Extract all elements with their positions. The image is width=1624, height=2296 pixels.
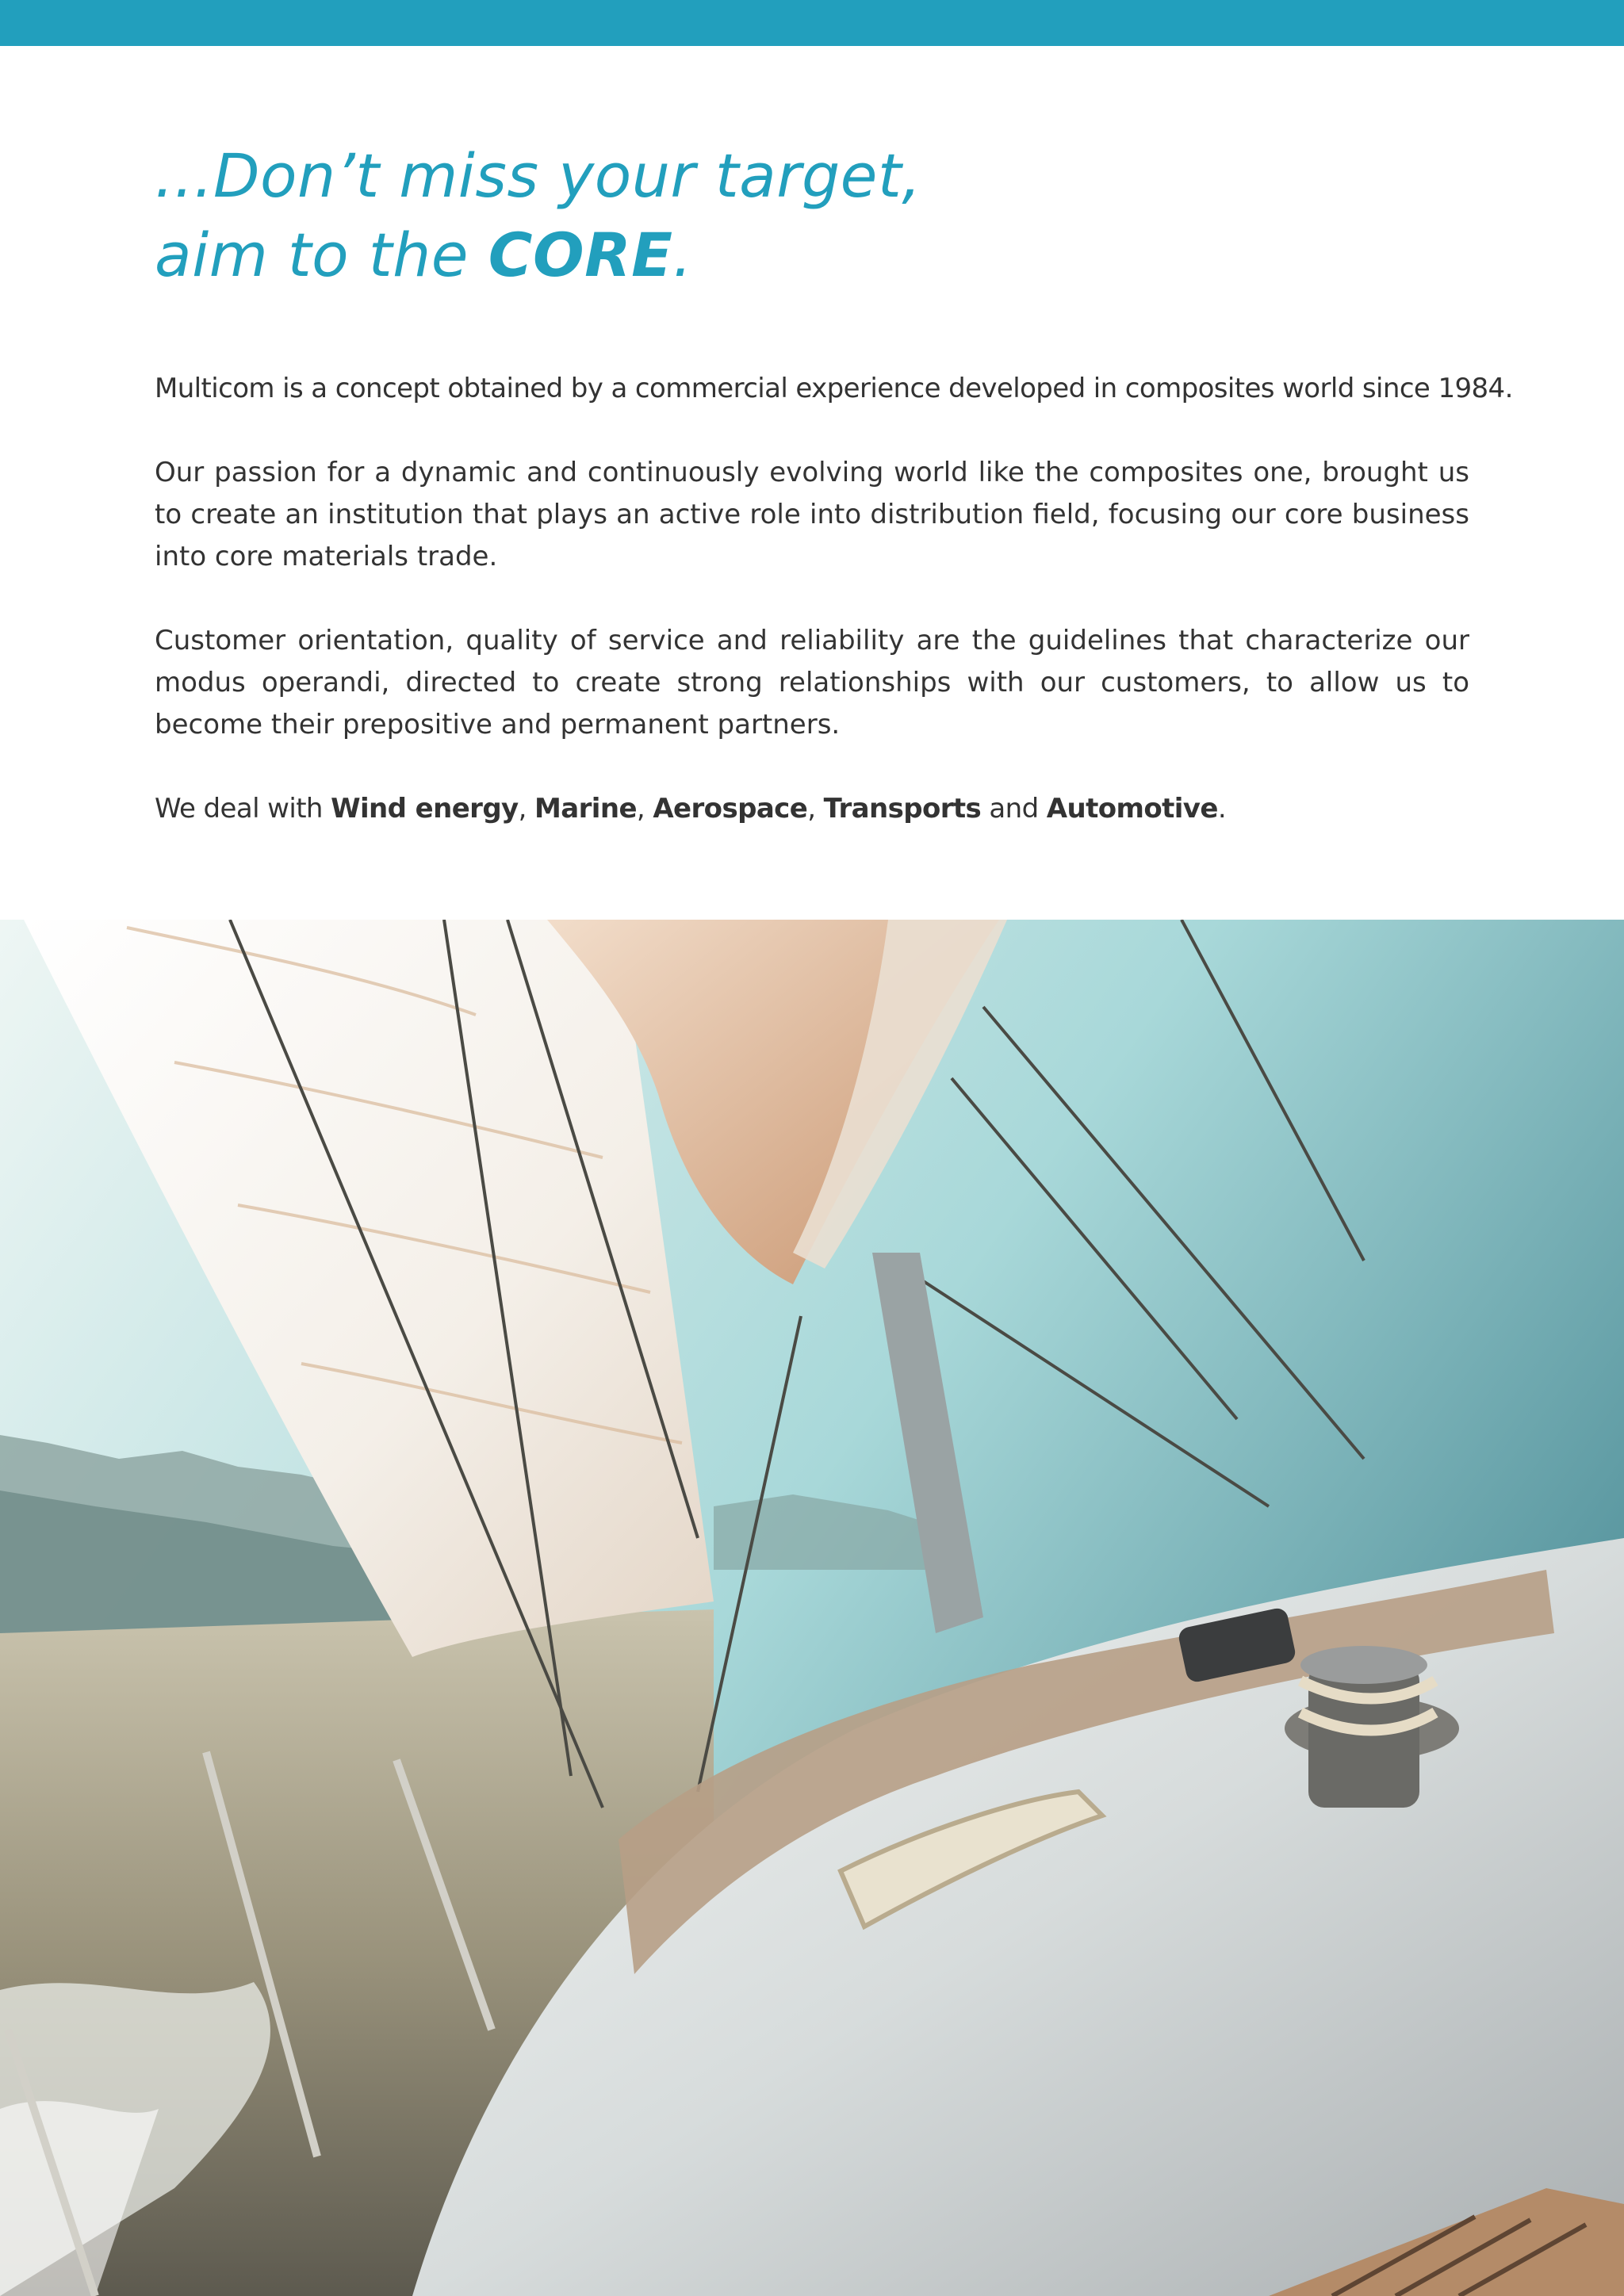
- sectors-separator: ,: [518, 793, 535, 825]
- sector-transports: Transports: [823, 793, 982, 825]
- sector-aerospace: Aerospace: [653, 793, 808, 825]
- sectors-end: .: [1217, 793, 1227, 825]
- sailboat-photo: [0, 920, 1624, 2296]
- paragraph-intro: Multicom is a concept obtained by a commercial experience developed in composites world since 1984.: [155, 373, 1513, 404]
- headline-line-2-suffix: .: [672, 220, 693, 290]
- sectors-and: and: [981, 793, 1047, 825]
- sailboat-illustration: [0, 920, 1624, 2296]
- sectors-prefix: We deal with: [155, 793, 331, 825]
- sector-wind-energy: Wind energy: [331, 793, 519, 825]
- sector-marine: Marine: [534, 793, 637, 825]
- sectors-separator: ,: [807, 793, 824, 825]
- headline-line-2-prefix: aim to the: [155, 220, 488, 290]
- top-accent-bar: [0, 0, 1624, 46]
- headline-line-2: [155, 216, 1265, 295]
- paragraph-passion: Our passion for a dynamic and continuously evolving world like the composites one, brought us to create an institution that plays an active role into distribution field, focusing our core business into core materials trade.: [155, 457, 1469, 572]
- headline-core-word: CORE: [488, 220, 673, 290]
- sectors-separator: ,: [636, 793, 653, 825]
- headline: [155, 136, 1265, 295]
- paragraph-sectors: [155, 788, 1469, 830]
- headline-line-1: ...Don’t miss your target,: [155, 140, 921, 211]
- paragraph-customer-orientation: Customer orientation, quality of service and reliability are the guidelines that characterize our modus operandi, directed to create strong relationships with our customers, to allow us to become their prepositive and permanent partners.: [155, 625, 1469, 740]
- sector-automotive: Automotive: [1046, 793, 1218, 825]
- body-text: [155, 368, 1513, 872]
